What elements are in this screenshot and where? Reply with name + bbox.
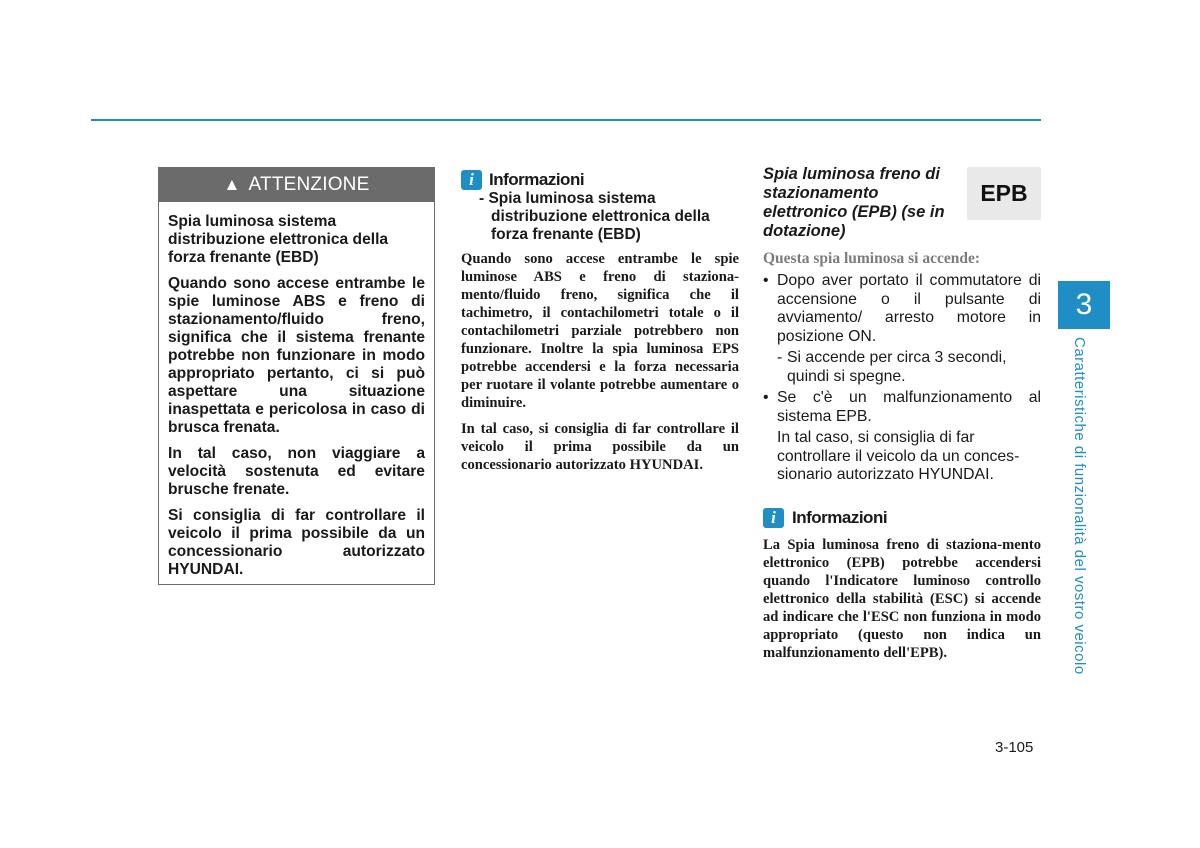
list-item: • Se c'è un malfunzionamento al sistema EPB. [763,389,1041,425]
info-paragraph: Quando sono accese entrambe le spie luminose ABS e freno di staziona-mento/fluido freno, significa che il tachimetro, il contachilometri totale o il contachilometri parziale potrebbero non funzionare. Inoltre la spia luminosa EPS potrebbe accendersi e la forza necessaria per ruotare il volante potrebbe aumentare o diminuire. [461,251,739,411]
info-title: Informazioni [489,170,585,189]
header-rule [91,119,1041,121]
info-header [763,508,1041,528]
list-subitem: - Si accende per circa 3 secondi, quindi si spegne. [777,349,1007,385]
warning-paragraph: Quando sono accese entrambe le spie luminose ABS e freno di stazionamento/fluido freno, significa che il sistema frenante potrebbe non funzionare in modo appropriato pertanto, ci si può aspettare una situazione inaspettata e pericolosa in caso di brusca frenata. [168,275,425,436]
warning-paragraph: In tal caso, non viaggiare a velocità sostenuta ed evitare brusche frenate. [168,445,425,498]
epb-badge: EPB [967,167,1041,220]
info-icon: i [763,508,784,528]
warning-title: ATTENZIONE [248,174,370,195]
info-ebd [461,170,739,482]
list-continuation: In tal caso, si consiglia di far controllare il veicolo da un conces-sionario autorizzato HYUNDAI. [777,429,1020,483]
warning-heading: Spia luminosa sistema distribuzione elettronica della forza frenante (EBD) [168,213,389,266]
warning-box [158,167,435,585]
info-title: Informazioni [792,508,888,527]
info-text [461,250,739,474]
info-text [763,536,1041,662]
warning-triangle-icon: ▲ [223,175,241,194]
chapter-tab: 3 [1058,281,1110,329]
info-header [461,170,739,190]
info-icon: i [461,170,482,190]
info-paragraph: In tal caso, si consiglia di far controllare il veicolo il prima possibile da un concessionario autorizzato HYUNDAI. [461,421,739,473]
info-paragraph: La Spia luminosa freno di staziona-mento elettronico (EPB) potrebbe accendersi quando l'Indicatore luminoso controllo elettronico della stabilità (ESC) si accende ad indicare che l'ESC non funziona in modo appropriato (questo non indica un malfunzionamento dell'EPB). [763,537,1041,661]
epb-when-label: Questa spia luminosa si accende: [763,250,981,267]
warning-paragraph: Si consiglia di far controllare il veicolo il prima possibile da un concessionario autorizzato HYUNDAI. [168,507,425,578]
epb-list [763,272,1041,485]
page-number: 3-105 [995,739,1034,756]
info-epb [763,508,1041,670]
warning-header [159,168,434,202]
epb-title: Spia luminosa freno di stazionamento elettronico (EPB) (se in dotazione) [763,165,945,240]
list-item: • Dopo aver portato il commutatore di accensione o il pulsante di avviamento/ arresto motore in posizione ON. [763,272,1041,345]
warning-body [159,202,434,579]
info-subtitle: - Spia luminosa sistema distribuzione elettronica della forza frenante (EBD) [479,190,710,243]
chapter-label: Caratteristiche di funzionalità del vostro veicolo [1071,337,1088,675]
